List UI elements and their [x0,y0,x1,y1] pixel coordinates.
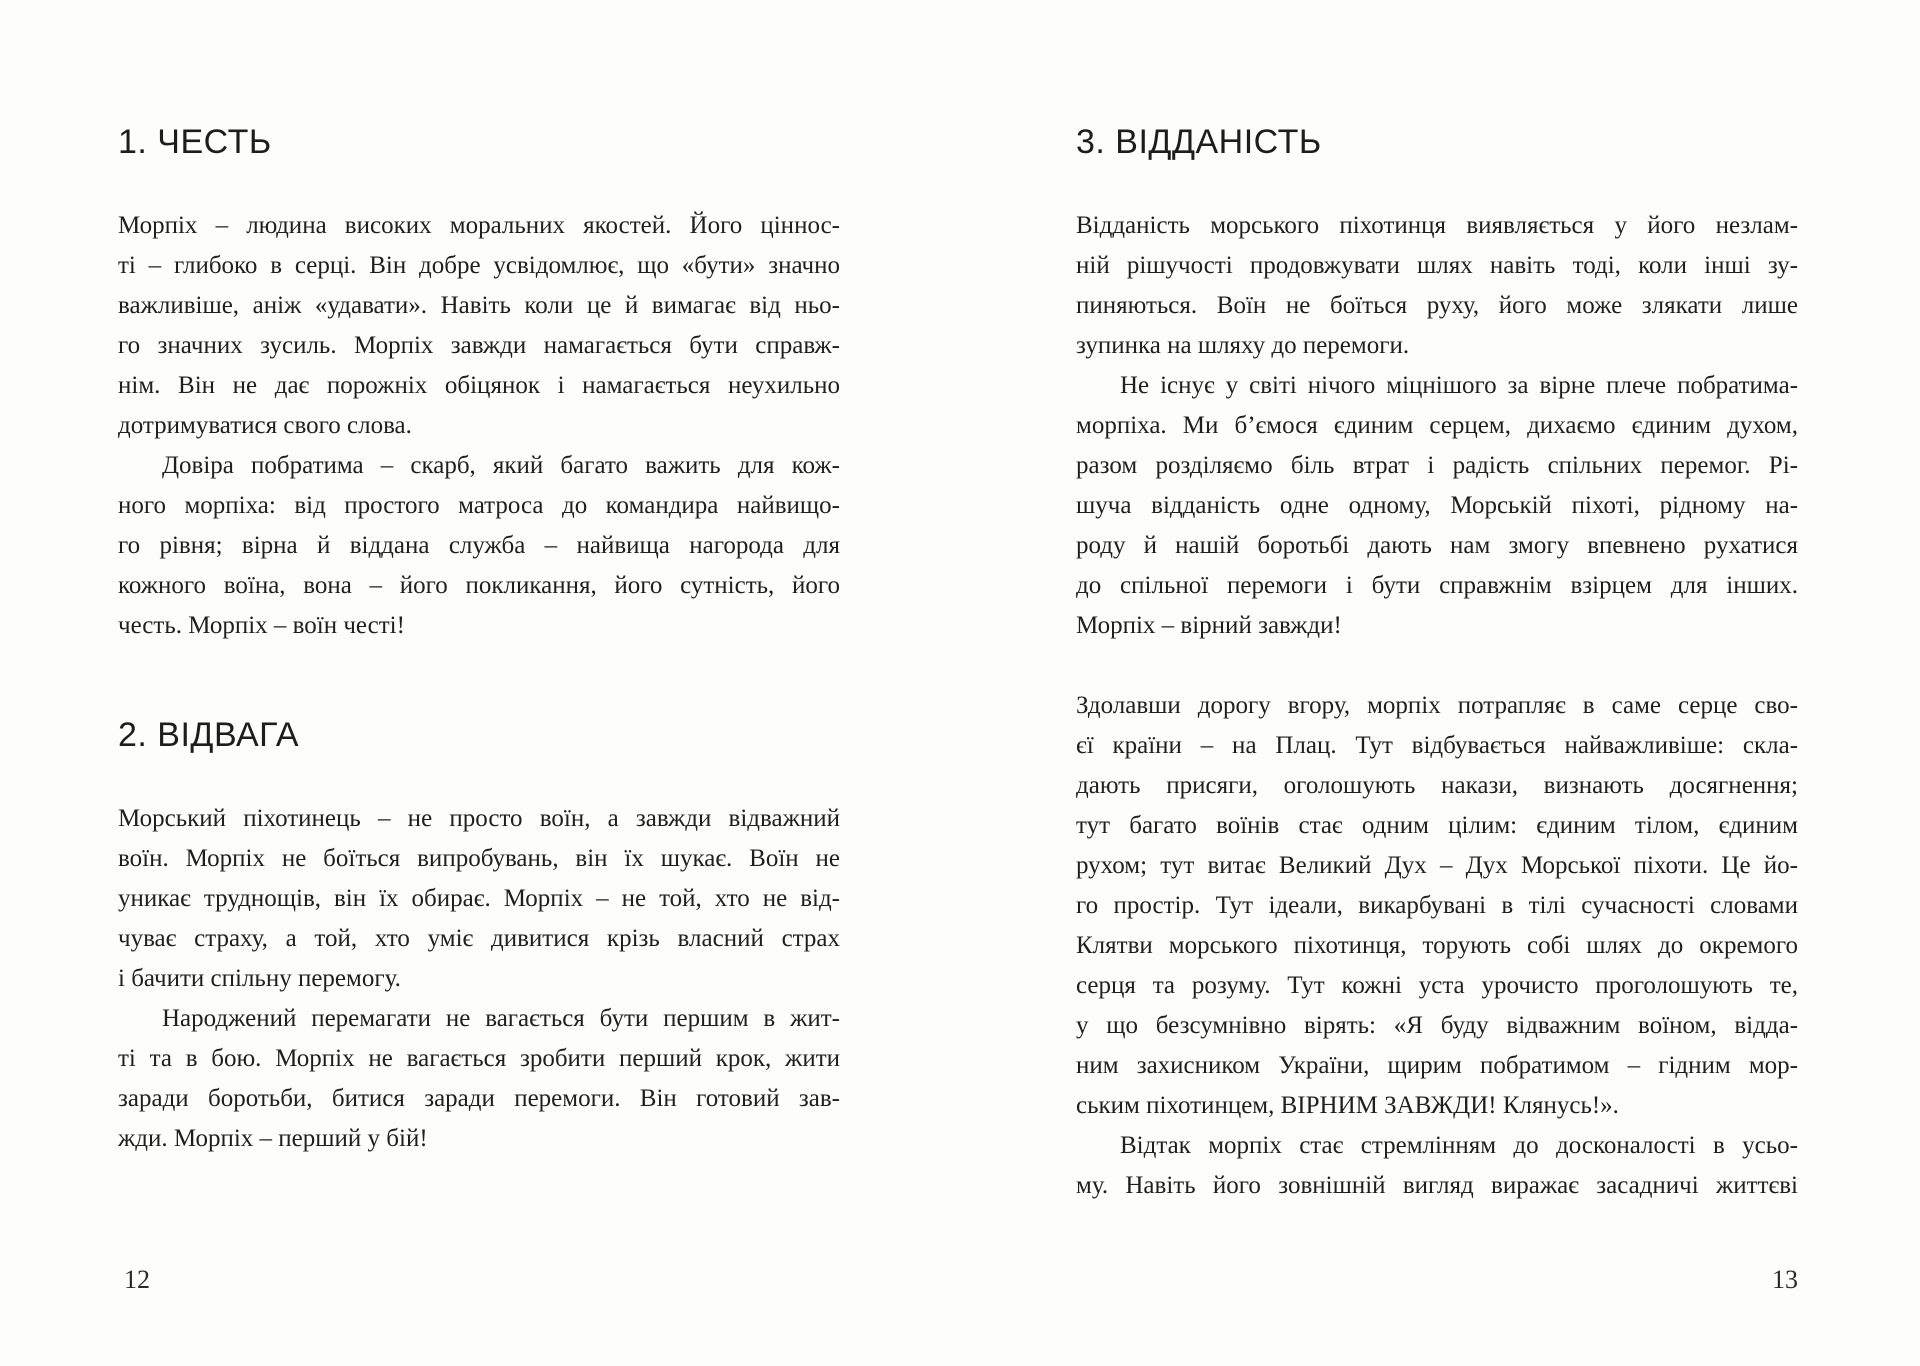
text-line: Морпіх – вірний завжди! [1076,612,1342,639]
text-line: ним захисником України, щирим побратимом – гідним мор- [1076,1052,1798,1079]
text-line: у що безсумнівно вірять: «Я буду відважним воїном, відда- [1076,1012,1798,1039]
text-line: го простір. Тут ідеали, викарбувані в тілі сучасності словами [1076,892,1798,919]
section [118,122,840,646]
text-line: честь. Морпіх – воїн честі! [118,612,405,639]
text-line: Не існує у світі нічого міцнішого за вірне плече побратима- [1120,372,1798,399]
text-line: дотримуватися свого слова. [118,412,412,439]
text-line: воїн. Морпіх не боїться випробувань, він їх шукає. Воїн не [118,845,840,872]
text-line: Клятви морського піхотинця, торують собі шлях до окремого [1076,932,1798,959]
text-line: нім. Він не дає порожніх обіцянок і намагається неухильно [118,372,840,399]
paragraph [118,446,840,646]
text-line: ті – глибоко в серці. Він добре усвідомлює, що «бути» значно [118,252,840,279]
text-line: серця та розуму. Тут кожні уста урочисто проголошують те, [1076,972,1798,999]
paragraph [118,206,840,446]
book-page-left [118,0,840,1366]
text-line: шуча відданість одне одному, Морській піхоті, рідному на- [1076,492,1798,519]
page-content-left [118,0,840,1159]
section [118,715,840,1159]
page-number-left: 12 [124,1265,150,1294]
text-line: му. Навіть його зовнішній вигляд виражає засадничі життєві [1076,1172,1798,1199]
text-line: уникає труднощів, він їх обирає. Морпіх – не той, хто не від- [118,885,840,912]
text-line: разом розділяємо біль втрат і радість спільних перемог. Рі- [1076,452,1798,479]
paragraph [118,799,840,999]
text-line: важливіше, аніж «удавати». Навіть коли це й вимагає від ньо- [118,292,840,319]
book-page-right [1076,0,1798,1366]
text-line: Морський піхотинець – не просто воїн, а завжди відважний [118,805,840,832]
text-line: зупинка на шляху до перемоги. [1076,332,1410,359]
text-line: дають присяги, оголошують накази, визнають досягнення; [1076,772,1798,799]
text-line: Здолавши дорогу вгору, морпіх потрапляє в саме серце сво- [1076,692,1798,719]
page-content-right [1076,0,1798,1206]
text-line: го значних зусиль. Морпіх завжди намагається бути справж- [118,332,840,359]
text-line: ті та в бою. Морпіх не вагається зробити перший крок, жити [118,1045,840,1072]
paragraph [118,999,840,1159]
text-line: чуває страху, а той, хто уміє дивитися крізь власний страх [118,925,840,952]
text-line: тут багато воїнів стає одним цілим: єдиним тілом, єдиним [1076,812,1798,839]
text-line: кожного воїна, вона – його покликання, його сутність, його [118,572,840,599]
paragraph [1076,366,1798,646]
text-line: ній рішучості продовжувати шлях навіть тоді, коли інші зу- [1076,252,1798,279]
text-line: жди. Морпіх – перший у бій! [118,1125,428,1152]
section-heading: 1. ЧЕСТЬ [118,123,272,161]
text-line: Морпіх – людина високих моральних якостей. Його ціннос- [118,212,840,239]
text-line: го рівня; вірна й віддана служба – найвища нагорода для [118,532,840,559]
text-line: рухом; тут витає Великий Дух – Дух Морської піхоти. Це йо- [1076,852,1798,879]
text-line: Народжений перемагати не вагається бути першим в жит- [162,1005,840,1032]
text-line: ським піхотинцем, ВІРНИМ ЗАВЖДИ! Клянусь!». [1076,1092,1619,1119]
page-number-right: 13 [1772,1265,1798,1294]
paragraph [1076,1126,1798,1206]
text-line: до спільної перемоги і бути справжнім взірцем для інших. [1076,572,1798,599]
text-line: морпіха. Ми б’ємося єдиним серцем, дихаємо єдиним духом, [1076,412,1798,439]
paragraph [1076,686,1798,1126]
text-line: Відданість морського піхотинця виявляється у його незлам- [1076,212,1798,239]
section [1076,122,1798,1206]
text-line: роду й нашій боротьбі дають нам змогу впевнено рухатися [1076,532,1798,559]
text-line: заради боротьби, битися заради перемоги. Він готовий зав- [118,1085,840,1112]
text-line: пиняються. Воїн не боїться руху, його може злякати лише [1076,292,1798,319]
text-line: єї країни – на Плац. Тут відбувається найважливіше: скла- [1076,732,1798,759]
text-line: і бачити спільну перемогу. [118,965,401,992]
section-heading: 2. ВІДВАГА [118,716,299,754]
paragraph [1076,206,1798,366]
text-line: Відтак морпіх стає стремлінням до досконалості в усьо- [1120,1132,1798,1159]
text-line: Довіра побратима – скарб, який багато важить для кож- [162,452,840,479]
text-line: ного морпіха: від простого матроса до командира найвищо- [118,492,840,519]
section-heading: 3. ВІДДАНІСТЬ [1076,123,1322,161]
